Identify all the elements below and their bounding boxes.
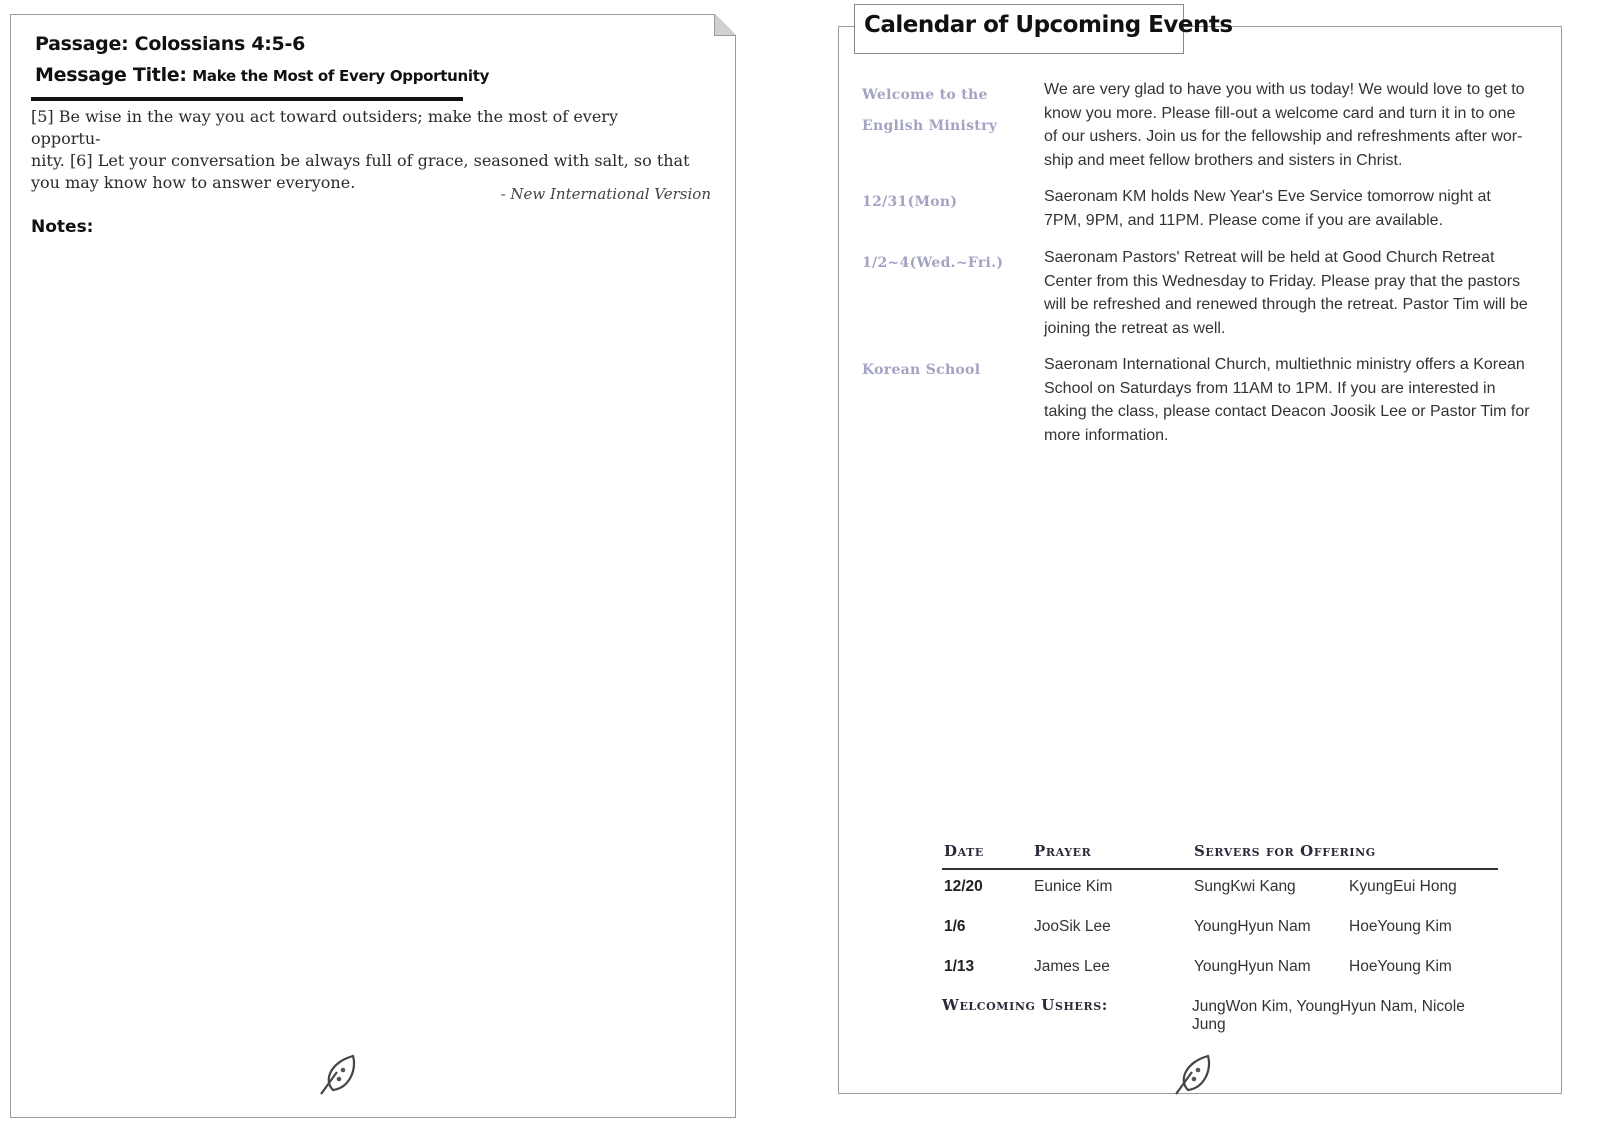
cell-server: HoeYoung Kim: [1349, 918, 1452, 935]
message-title-line: [35, 64, 489, 86]
scripture-text: [31, 106, 691, 194]
message-title-label: Message Title:: [35, 64, 187, 86]
scripture-line: nity. [6] Let your conversation be always full of grace, seasoned with salt, so that: [31, 151, 690, 170]
cell-server: HoeYoung Kim: [1349, 958, 1452, 975]
event-text-line: taking the class, please contact Deacon Joosik Lee or Pastor Tim for: [1044, 403, 1530, 420]
event-label-line: English Ministry: [862, 118, 998, 134]
cell-date: 1/13: [944, 958, 975, 975]
passage-heading: Passage: Colossians 4:5-6: [35, 33, 305, 55]
event-text-line: Center from this Wednesday to Friday. Please pray that the pastors: [1044, 272, 1521, 290]
message-title: Make the Most of Every Opportunity: [192, 67, 490, 85]
event-text-line: We are very glad to have you with us today! We would love to get to: [1044, 81, 1525, 98]
event-description: [1044, 185, 1544, 232]
event-text-line: Saeronam International Church, multiethnic ministry offers a Korean: [1044, 356, 1525, 373]
leaf-logo-icon: [1168, 1050, 1218, 1100]
table-header-rule: [942, 868, 1498, 870]
bible-version: - New International Version: [500, 185, 711, 203]
event-label-line: Korean School: [862, 362, 981, 378]
event-text-line: Saeronam KM holds New Year's Eve Service tomorrow night at: [1044, 188, 1491, 205]
cell-server: YoungHyun Nam: [1194, 958, 1311, 975]
event-text-line: know you more. Please fill-out a welcome card and turn it in to one: [1044, 104, 1516, 122]
scripture-line: you may know how to answer everyone.: [31, 173, 356, 192]
cell-prayer: Eunice Kim: [1034, 878, 1113, 895]
page-fold-corner: [714, 14, 736, 36]
cell-prayer: James Lee: [1034, 958, 1110, 975]
event-text-line: 7PM, 9PM, and 11PM. Please come if you are available.: [1044, 211, 1444, 229]
event-text-line: joining the retreat as well.: [1044, 319, 1226, 337]
event-label-line: 1/2~4(Wed.~Fri.): [862, 255, 1004, 271]
calendar-title: Calendar of Upcoming Events: [864, 12, 1233, 38]
cell-server: SungKwi Kang: [1194, 878, 1296, 895]
table-row: [942, 918, 1502, 942]
event-label-line: Welcome to the: [862, 87, 988, 103]
ushers-label: Welcoming Ushers:: [942, 996, 1108, 1014]
leaf-logo-icon: [313, 1050, 363, 1100]
event-label-line: 12/31(Mon): [862, 194, 958, 210]
cell-prayer: JooSik Lee: [1034, 918, 1111, 935]
event-label: [862, 355, 1032, 386]
header-date: Date: [944, 842, 984, 860]
event-text-line: of our ushers. Join us for the fellowship and refreshments after wor-: [1044, 128, 1523, 145]
scripture-line: [5] Be wise in the way you act toward outsiders; make the most of every opportu-: [31, 107, 618, 148]
table-row: [942, 958, 1502, 982]
title-divider: [31, 97, 463, 101]
cell-date: 12/20: [944, 878, 983, 895]
event-label: [862, 80, 1032, 142]
event-text-line: ship and meet fellow brothers and sisters in Christ.: [1044, 151, 1403, 169]
event-text-line: will be refreshed and renewed through the retreat. Pastor Tim will be: [1044, 296, 1528, 313]
header-prayer: Prayer: [1034, 842, 1092, 860]
event-description: [1044, 246, 1544, 340]
event-text-line: more information.: [1044, 426, 1169, 444]
event-text-line: Saeronam Pastors' Retreat will be held at Good Church Retreat: [1044, 249, 1495, 266]
event-text-line: School on Saturdays from 11AM to 1PM. If you are interested in: [1044, 379, 1496, 397]
header-servers: Servers for Offering: [1194, 842, 1376, 860]
cell-server: KyungEui Hong: [1349, 878, 1457, 895]
ushers-names: JungWon Kim, YoungHyun Nam, Nicole Jung: [1192, 998, 1465, 1033]
left-page: [10, 14, 736, 1118]
event-description: [1044, 78, 1544, 172]
notes-label: Notes:: [31, 217, 94, 237]
event-description: [1044, 353, 1544, 447]
event-label: [862, 248, 1032, 279]
cell-server: YoungHyun Nam: [1194, 918, 1311, 935]
event-label: [862, 187, 1032, 218]
cell-date: 1/6: [944, 918, 966, 935]
table-row: [942, 878, 1502, 902]
